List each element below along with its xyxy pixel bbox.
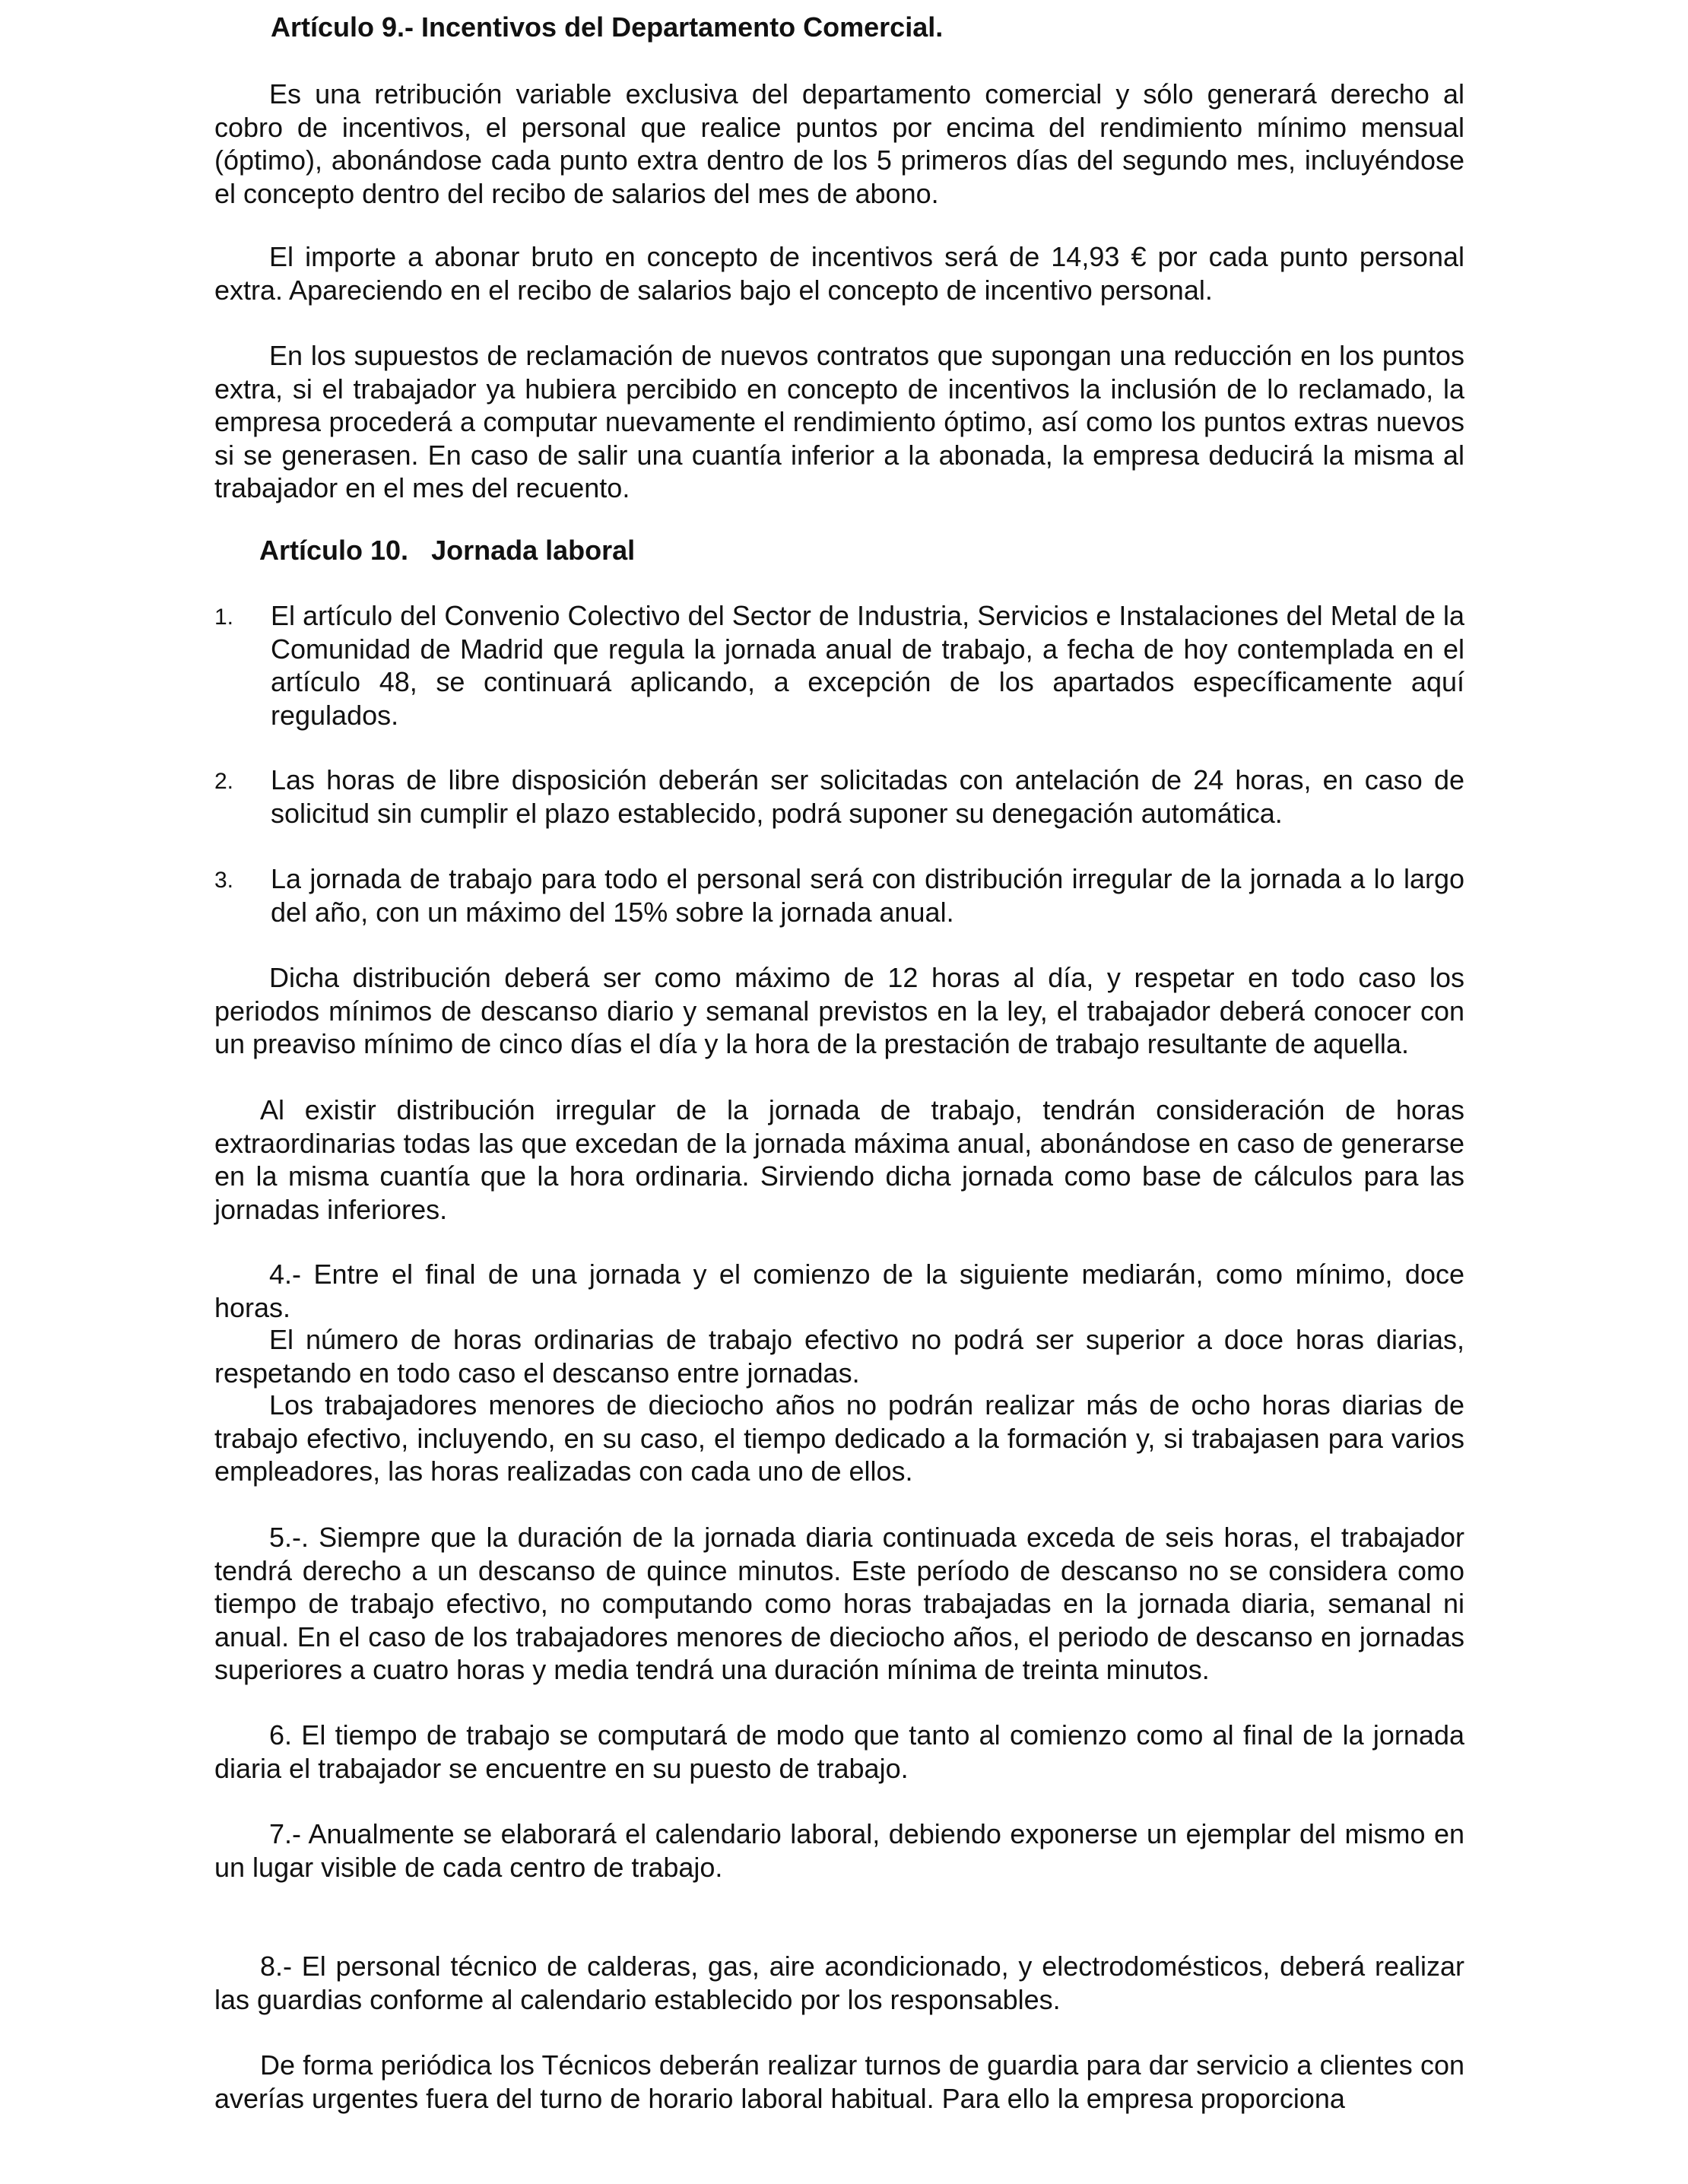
distribution-paragraph: Dicha distribución deberá ser como máximo de 12 horas al día, y respetar en todo caso los periodos mínimos de descanso diario y semanal previstos en la ley, el trabajador deberá conocer con un preaviso mínimo de cinco días el día y la hora de la prestación de trabajo resultante de aquella. <box>214 962 1464 1059</box>
article-9-paragraph-2: El importe a abonar bruto en concepto de incentivos será de 14,93 € por cada punto personal extra. Apareciendo en el recibo de salarios bajo el concepto de incentivo personal. <box>214 241 1464 306</box>
list-item-number: 2. <box>214 769 234 794</box>
article-9-paragraph-3: En los supuestos de reclamación de nuevos contratos que supongan una reducción en los puntos extra, si el trabajador ya hubiera percibido en concepto de incentivos la inclusión de lo reclamado, la empresa procederá a computar nuevamente el rendimiento óptimo, así como los puntos extras nuevos si se generasen. En caso de salir una cuantía inferior a la abonada, la empresa deducirá la misma al trabajador en el mes del recuento. <box>214 340 1464 503</box>
list-item-number: 1. <box>214 605 234 630</box>
list-item <box>214 862 1464 929</box>
section-4-minors-paragraph: Los trabajadores menores de dieciocho años no podrán realizar más de ocho horas diarias de trabajo efectivo, incluyendo, en su caso, el tiempo dedicado a la formación y, si trabajasen para varios empleadores, las horas realizadas con cada uno de ellos. <box>214 1389 1464 1487</box>
section-7-paragraph: 7.- Anualmente se elaborará el calendario laboral, debiendo exponerse un ejemplar del mismo en un lugar visible de cada centro de trabajo. <box>214 1818 1464 1883</box>
guard-shifts-paragraph: De forma periódica los Técnicos deberán realizar turnos de guardia para dar servicio a clientes con averías urgentes fuera del turno de horario laboral habitual. Para ello la empresa proporciona <box>214 2049 1464 2114</box>
article-10-number: Artículo 10. <box>259 535 409 566</box>
section-8-paragraph: 8.- El personal técnico de calderas, gas, aire acondicionado, y electrodomésticos, deberá realizar las guardias conforme al calendario establecido por los responsables. <box>214 1951 1464 2015</box>
list-item <box>214 763 1464 830</box>
list-item-number: 3. <box>214 868 234 893</box>
article-10-heading <box>259 534 635 567</box>
section-4-ordinary-hours-paragraph: El número de horas ordinarias de trabajo efectivo no podrá ser superior a doce horas diarias, respetando en todo caso el descanso entre jornadas. <box>214 1324 1464 1389</box>
article-9-heading: Artículo 9.- Incentivos del Departamento Comercial. <box>271 11 944 43</box>
article-10-title: Jornada laboral <box>431 535 636 566</box>
list-item-text: Las horas de libre disposición deberán ser solicitadas con antelación de 24 horas, en caso de solicitud sin cumplir el plazo establecido, podrá suponer su denegación automática. <box>271 764 1464 829</box>
list-item-text: La jornada de trabajo para todo el personal será con distribución irregular de la jornada a lo largo del año, con un máximo del 15% sobre la jornada anual. <box>271 863 1464 928</box>
list-item <box>214 599 1464 732</box>
irregular-distribution-paragraph: Al existir distribución irregular de la jornada de trabajo, tendrán consideración de horas extraordinarias todas las que excedan de la jornada máxima anual, abonándose en caso de generarse en la misma cuantía que la hora ordinaria. Sirviendo dicha jornada como base de cálculos para las jornadas inferiores. <box>214 1094 1464 1225</box>
section-4-paragraph: 4.- Entre el final de una jornada y el comienzo de la siguiente mediarán, como mínimo, doce horas. <box>214 1259 1464 1323</box>
article-9-paragraph-1: Es una retribución variable exclusiva del departamento comercial y sólo generará derecho al cobro de incentivos, el personal que realice puntos por encima del rendimiento mínimo mensual (óptimo), abonándose cada punto extra dentro de los 5 primeros días del segundo mes, incluyéndose el concepto dentro del recibo de salarios del mes de abono. <box>214 78 1464 209</box>
list-item-text: El artículo del Convenio Colectivo del Sector de Industria, Servicios e Instalaciones del Metal de la Comunidad de Madrid que regula la jornada anual de trabajo, a fecha de hoy contemplada en el artículo 48, se continuará aplicando, a excepción de los apartados específicamente aquí regulados. <box>271 600 1464 731</box>
section-5-paragraph: 5.-. Siempre que la duración de la jornada diaria continuada exceda de seis horas, el trabajador tendrá derecho a un descanso de quince minutos. Este período de descanso no se considera como tiempo de trabajo efectivo, no computando como horas trabajadas en la jornada diaria, semanal ni anual. En el caso de los trabajadores menores de dieciocho años, el periodo de descanso en jornadas superiores a cuatro horas y media tendrá una duración mínima de treinta minutos. <box>214 1522 1464 1685</box>
section-6-paragraph: 6. El tiempo de trabajo se computará de modo que tanto al comienzo como al final de la jornada diaria el trabajador se encuentre en su puesto de trabajo. <box>214 1719 1464 1784</box>
